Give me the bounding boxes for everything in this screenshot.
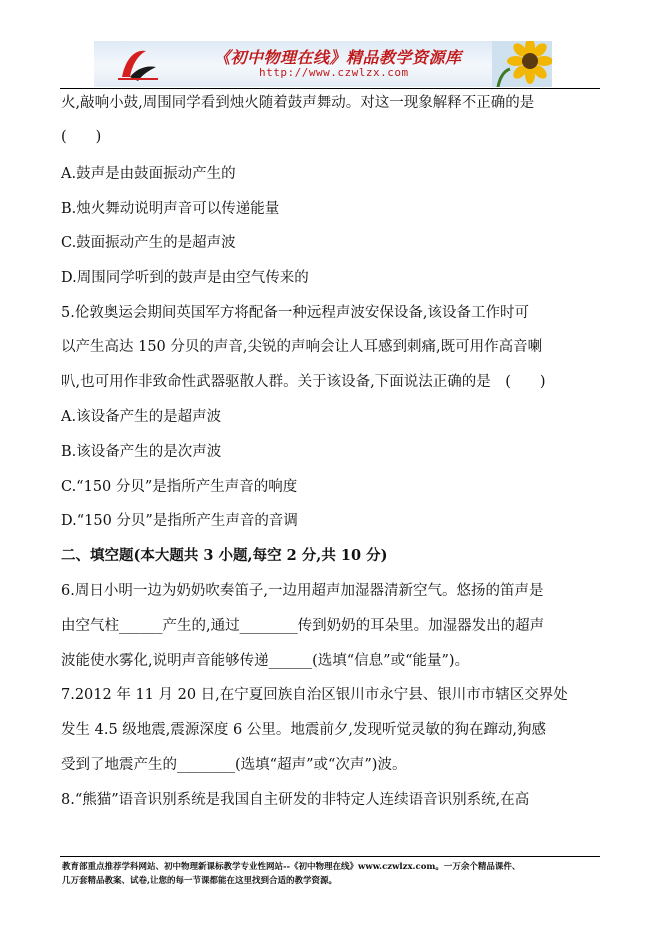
q4-option-b: B.烛火舞动说明声音可以传递能量 xyxy=(61,201,280,217)
footer-line-1: 教育部重点推荐学科网站、初中物理新课标教学专业性网站--《初中物理在线》www.czwlzx.com。一万余个精品课件、 xyxy=(62,862,521,872)
q6-line-3: 波能使水雾化,说明声音能够传递______(选填“信息”或“能量”)。 xyxy=(61,653,470,669)
q7-line-1: 7.2012 年 11 月 20 日,在宁夏回族自治区银川市永宁县、银川市市辖区交界处 xyxy=(61,687,568,703)
q5-option-b: B.该设备产生的是次声波 xyxy=(61,444,222,460)
q6-line-2: 由空气柱______产生的,通过________传到奶奶的耳朵里。加湿器发出的超声 xyxy=(61,618,545,634)
header-banner xyxy=(94,41,552,87)
footer-rule xyxy=(60,856,600,857)
q7-line-2: 发生 4.5 级地震,震源深度 6 公里。地震前夕,发现听觉灵敏的狗在蹿动,狗感 xyxy=(61,722,547,738)
q4-line-2: ( ) xyxy=(61,129,102,145)
header-rule xyxy=(60,88,600,89)
q6-line-1: 6.周日小明一边为奶奶吹奏笛子,一边用超声加湿器清新空气。悠扬的笛声是 xyxy=(61,583,544,599)
q4-option-d: D.周围同学听到的鼓声是由空气传来的 xyxy=(61,270,309,286)
site-logo-icon xyxy=(116,47,160,83)
q5-option-d: D.“150 分贝”是指所产生声音的音调 xyxy=(61,513,298,529)
banner-url[interactable]: http://www.czwlzx.com xyxy=(259,66,409,79)
q8-line-1: 8.“熊猫”语音识别系统是我国自主研发的非特定人连续语音识别系统,在高 xyxy=(61,792,530,808)
section-heading: 二、填空题(本大题共 3 小题,每空 2 分,共 10 分) xyxy=(61,547,388,564)
footer-line-2: 几万套精品教案、试卷,让您的每一节课都能在这里找到合适的教学资源。 xyxy=(62,876,337,886)
q5-line-3: 叭,也可用作非致命性武器驱散人群。关于该设备,下面说法正确的是 ( ) xyxy=(61,374,546,390)
q4-line-1: 火,敲响小鼓,周围同学看到烛火随着鼓声舞动。对这一现象解释不正确的是 xyxy=(61,95,535,111)
banner-title: 《初中物理在线》精品教学资源库 xyxy=(214,48,462,67)
q5-option-c: C.“150 分贝”是指所产生声音的响度 xyxy=(61,479,298,495)
q7-line-3: 受到了地震产生的________(选填“超声”或“次声”)波。 xyxy=(61,757,407,773)
q4-option-a: A.鼓声是由鼓面振动产生的 xyxy=(61,166,236,182)
q4-option-c: C.鼓面振动产生的是超声波 xyxy=(61,235,236,251)
q5-line-1: 5.伦敦奥运会期间英国军方将配备一种远程声波安保设备,该设备工作时可 xyxy=(61,305,529,321)
q5-line-2: 以产生高达 150 分贝的声音,尖锐的声响会让人耳感到刺痛,既可用作高音喇 xyxy=(61,339,543,355)
q5-option-a: A.该设备产生的是超声波 xyxy=(61,409,222,425)
sunflower-icon xyxy=(492,41,552,87)
